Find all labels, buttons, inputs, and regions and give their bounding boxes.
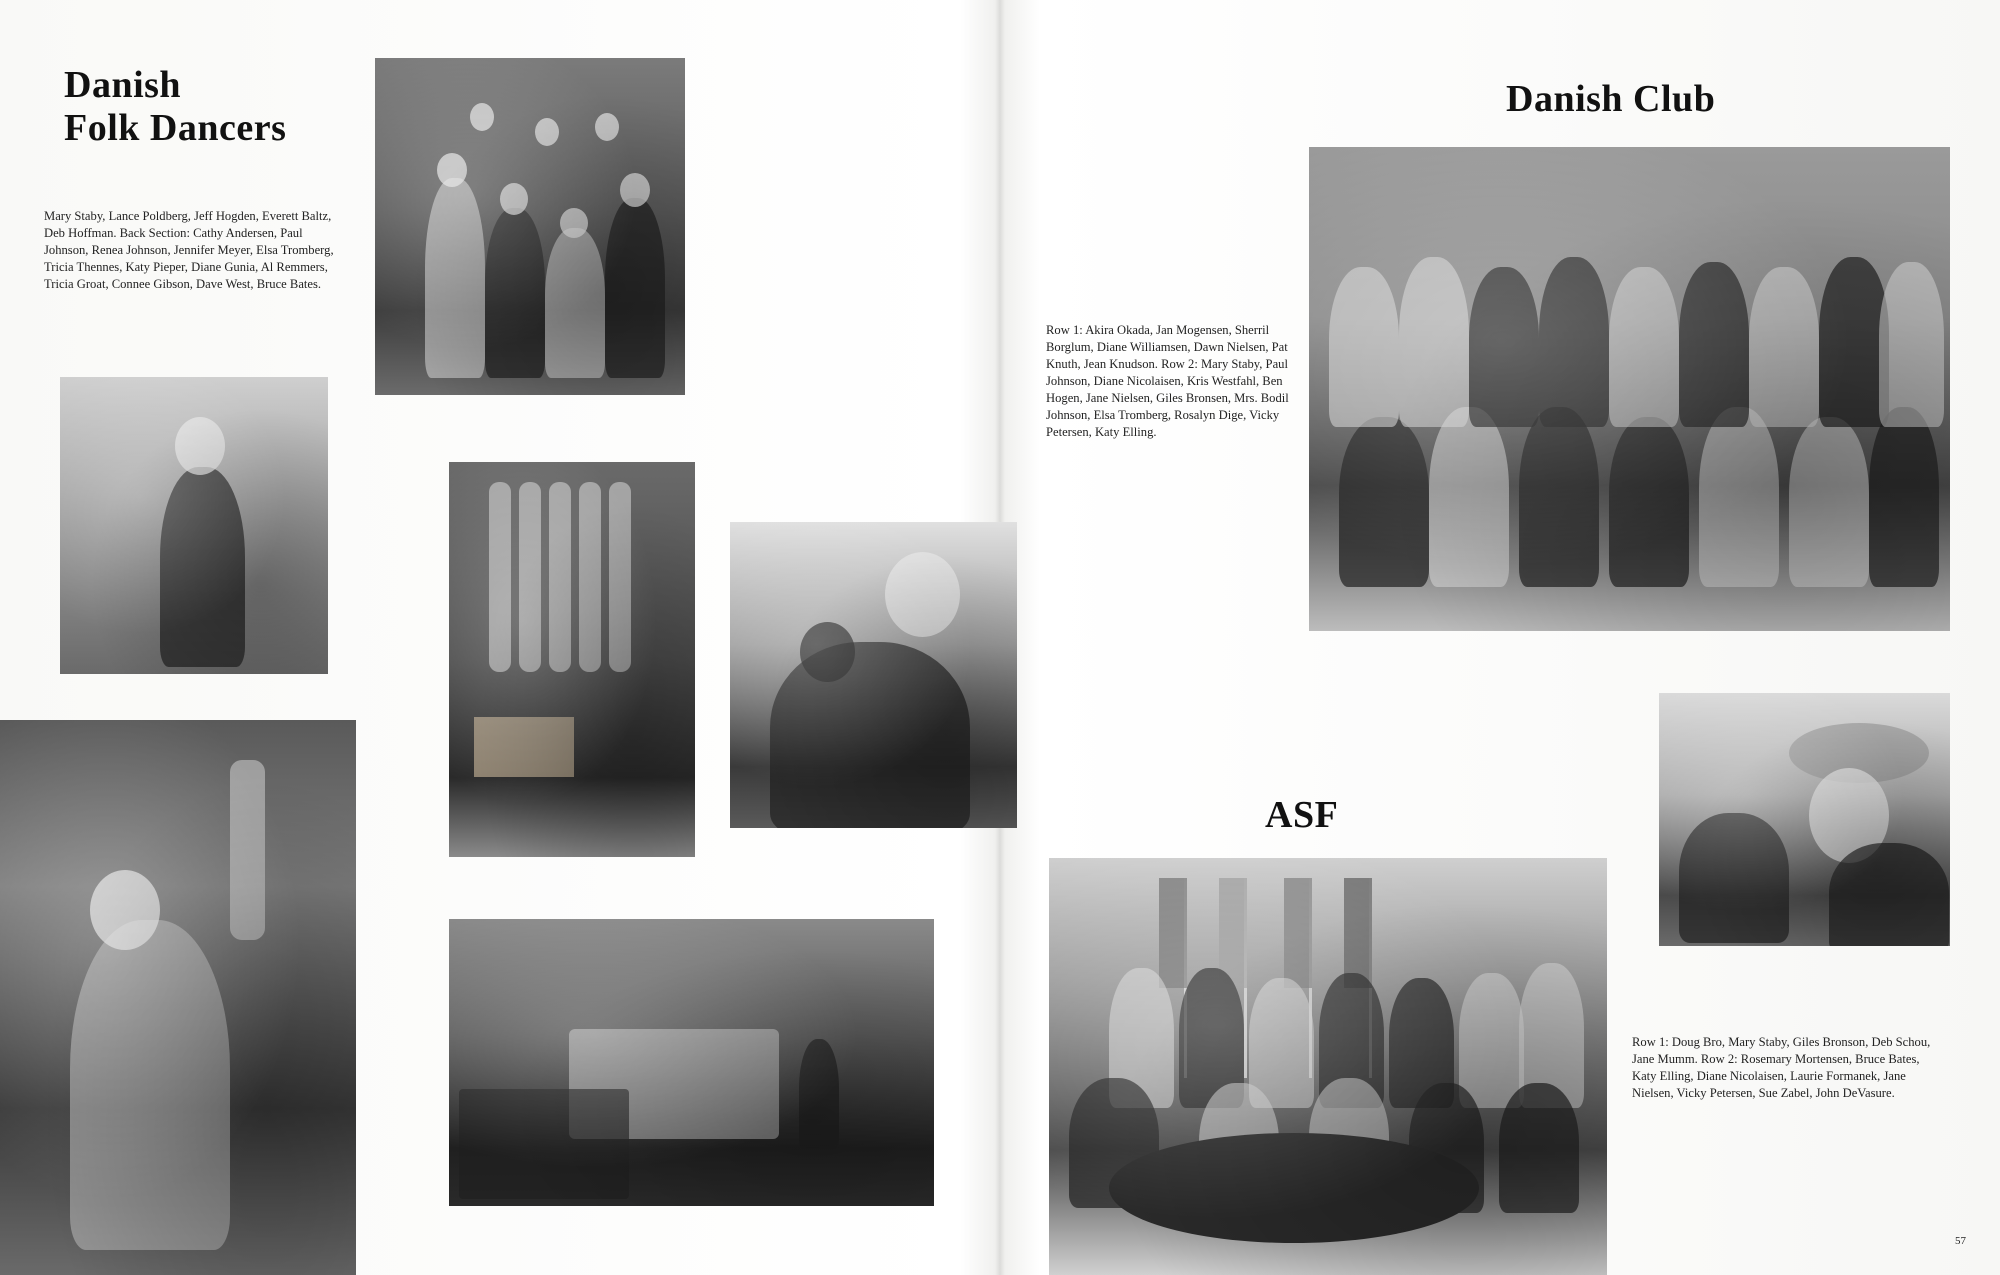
danish-club-group-photo (1309, 147, 1950, 631)
kitchen-photo (60, 377, 328, 674)
danish-club-heading: Danish Club (1506, 78, 1716, 120)
hat-portrait-photo (1659, 693, 1950, 946)
asf-caption: Row 1: Doug Bro, Mary Staby, Giles Bronson, Deb Schou, Jane Mumm. Row 2: Rosemary Mortensen, Bruce Bates, Katy Elling, Diane Nicolaisen, Laurie Formanek, Jane Nielsen, Vicky Petersen, Sue Zabel, John DeVasure. (1632, 1035, 1931, 1100)
gymnasts-pyramid-photo (449, 462, 695, 857)
asf-heading: ASF (1265, 794, 1339, 836)
folk-dancers-heading (64, 64, 286, 149)
choir-performance-photo (449, 919, 934, 1206)
dancing-man-photo (0, 720, 356, 1275)
folk-dancers-heading-line1: Danish (64, 64, 182, 106)
asf-group-photo (1049, 858, 1607, 1275)
page-number: 57 (1955, 1235, 1966, 1247)
folk-dancers-heading-line2: Folk Dancers (64, 106, 287, 149)
folk-dancers-caption: Mary Staby, Lance Poldberg, Jeff Hogden, Everett Baltz, Deb Hoffman. Back Section: Cathy Andersen, Paul Johnson, Renea Johnson, Jennifer Meyer, Elsa Tromberg, Tricia Thennes, Katy Pieper, Diane Gunia, Al Remmers, Tricia Groat, Connee Gibson, Dave West, Bruce Bates. (44, 209, 334, 291)
danish-club-caption: Row 1: Akira Okada, Jan Mogensen, Sherril Borglum, Diane Williamsen, Dawn Nielsen, Pat Knuth, Jean Knudson. Row 2: Mary Staby, Paul Johnson, Diane Nicolaisen, Kris Westfahl, Ben Hogen, Jane Nielsen, Giles Bronsen, Mrs. Bodil Johnson, Elsa Tromberg, Rosalyn Dige, Vicky Petersen, Katy Elling. (1046, 323, 1289, 439)
folk-dancers-group-photo (375, 58, 685, 395)
couple-photo (730, 522, 1017, 828)
